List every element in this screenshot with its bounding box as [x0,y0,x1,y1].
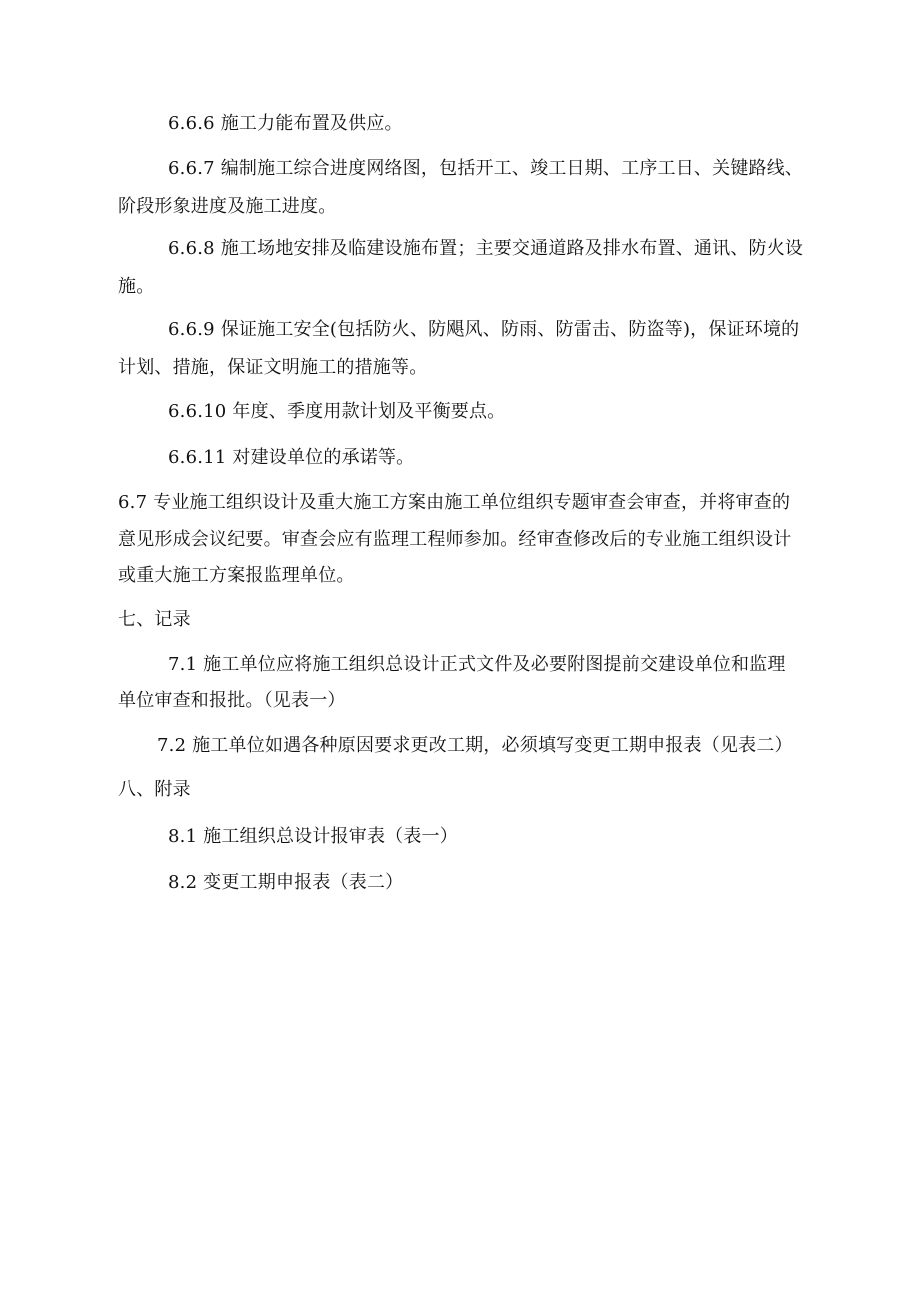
clause-6-6-9-line-2: 计划、措施，保证文明施工的措施等。 [118,357,428,378]
clause-7-1-line-2: 单位审查和报批。（见表一） [118,690,346,711]
clause-6-6-7-line-2: 阶段形象进度及施工进度。 [118,196,337,217]
clause-7-2: 7.2 施工单位如遇各种原因要求更改工期，必须填写变更工期申报表（见表二） [157,735,793,756]
clause-8-2: 8.2 变更工期申报表（表二） [168,872,404,893]
section-7-heading: 七、记录 [118,609,191,630]
clause-6-7-line-1: 6.7 专业施工组织设计及重大施工方案由施工单位组织专题审查会审查，并将审查的 [118,492,791,513]
clause-6-7-line-2: 意见形成会议纪要。审查会应有监理工程师参加。经审查修改后的专业施工组织设计 [118,529,792,550]
clause-6-6-8-line-1: 6.6.8 施工场地安排及临建设施布置；主要交通道路及排水布置、通讯、防火设 [168,238,804,259]
section-8-heading: 八、附录 [118,779,191,800]
clause-6-7-line-3: 或重大施工方案报监理单位。 [118,565,355,586]
clause-7-1-line-1: 7.1 施工单位应将施工组织总设计正式文件及必要附图提前交建设单位和监理 [168,654,786,675]
clause-6-6-8-line-2: 施。 [118,276,155,297]
clause-6-6-9-line-1: 6.6.9 保证施工安全(包括防火、防飓风、防雨、防雷击、防盗等)，保证环境的 [168,319,800,340]
clause-6-6-10: 6.6.10 年度、季度用款计划及平衡要点。 [168,401,506,422]
clause-8-1: 8.1 施工组织总设计报审表（表一） [168,826,458,847]
clause-6-6-6: 6.6.6 施工力能布置及供应。 [168,113,403,134]
clause-6-6-11: 6.6.11 对建设单位的承诺等。 [168,447,415,468]
clause-6-6-7-line-1: 6.6.7 编制施工综合进度网络图，包括开工、竣工日期、工序工日、关键路线、 [168,158,804,179]
